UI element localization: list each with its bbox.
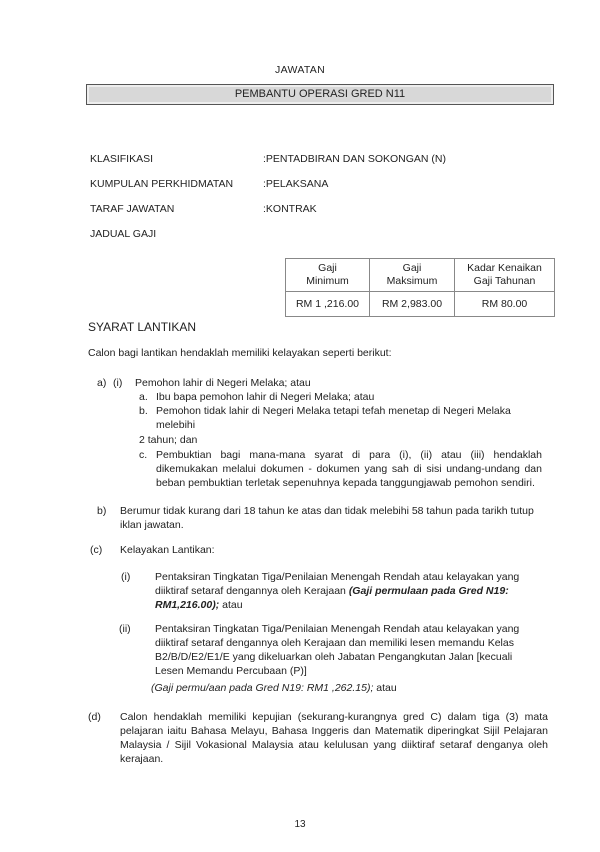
salary-header-increment: Kadar Kenaikan Gaji Tahunan — [455, 259, 555, 292]
item-a-sub-marker: (i) — [113, 377, 123, 389]
header-jawatan: JAWATAN — [275, 64, 325, 76]
syarat-heading: SYARAT LANTIKAN — [88, 320, 197, 334]
item-a-b-text-line1: Pemohon tidak lahir di Negeri Melaka tetapi tefah menetap di Negeri Melaka — [156, 405, 511, 417]
item-c-ii-text: Pentaksiran Tingkatan Tiga/Penilaian Menengah Rendah atau kelayakan yang diiktiraf setaraf dengannya oleh Kerajaan dan memiliki lesen memandu Kelas B2/B/D/E2/E1/E yang dikeluarkan oleh Jabatan Pengangkutan Jalan [kecuali Lesen Memandu Percubaan (P)] — [155, 623, 520, 677]
item-c-ii-salary: (Gaji permu/aan pada Gred N19: RM1 ,262.15); atau — [151, 682, 397, 694]
item-a-b-continuation: 2 tahun; dan — [139, 434, 198, 446]
page-number: 13 — [294, 819, 306, 830]
salary-table — [285, 258, 555, 317]
item-a-a-text: Ibu bapa pemohon lahir di Negeri Melaka; atau — [156, 391, 375, 403]
item-c-ii-marker: (ii) — [119, 623, 131, 635]
syarat-intro: Calon bagi lantikan hendaklah memiliki kelayakan seperti berikut: — [88, 347, 392, 359]
item-a-b-marker: b. — [139, 405, 148, 417]
item-a-marker: a) — [97, 377, 107, 389]
salary-header-min: Gaji Minimum — [286, 259, 370, 292]
kumpulan-value: :PELAKSANA — [263, 178, 329, 190]
item-b-text: Berumur tidak kurang dari 18 tahun ke atas dan tidak melebihi 58 tahun pada tarikh tutup iklan jawatan. — [120, 505, 534, 531]
item-c-title: Kelayakan Lantikan: — [120, 544, 215, 556]
item-a-b-text-line2: melebihi — [156, 419, 196, 431]
kumpulan-label: KUMPULAN PERKHIDMATAN — [90, 178, 234, 190]
item-a-c-marker: c. — [139, 449, 148, 461]
salary-min-value: RM 1 ,216.00 — [286, 292, 370, 317]
item-c-marker: (c) — [90, 544, 103, 556]
klasifikasi-label: KLASIFIKASI — [90, 153, 154, 165]
taraf-value: :KONTRAK — [263, 203, 317, 215]
jadual-gaji-label: JADUAL GAJI — [90, 228, 157, 240]
salary-increment-value: RM 80.00 — [455, 292, 555, 317]
item-c-i-marker: (i) — [121, 571, 131, 583]
item-c-i-text: Pentaksiran Tingkatan Tiga/Penilaian Menengah Rendah atau kelayakan yang diiktiraf setaraf dengannya oleh Kerajaan (Gaji permulaan pada Gred N19: RM1,216.00); atau — [155, 571, 520, 611]
item-a-c-text: Pembuktian bagi mana-mana syarat di para (i), (ii) atau (iii) hendaklah dikemukakan melalui dokumen - dokumen yang sah di sisi undang-undang dan beban pembuktian terletak sepenuhnya kepada tanggungjawab pemohon sendiri. — [156, 449, 542, 489]
salary-max-value: RM 2,983.00 — [370, 292, 455, 317]
item-a-text: Pemohon lahir di Negeri Melaka; atau — [135, 377, 311, 389]
klasifikasi-value: :PENTADBIRAN DAN SOKONGAN (N) — [263, 153, 446, 165]
taraf-label: TARAF JAWATAN — [90, 203, 175, 215]
item-d-text: Calon hendaklah memiliki kepujian (sekurang-kurangnya gred C) dalam tiga (3) mata pelajaran iaitu Bahasa Melayu, Bahasa Inggeris dan Matematik diperingkat Sijil Pelajaran Malaysia / Sijil Vokasional Malaysia atau kelulusan yang diiktiraf setaraf denganya oleh kerajaan. — [120, 711, 548, 765]
item-d-marker: (d) — [88, 711, 101, 723]
post-title-box: PEMBANTU OPERASI GRED N11 — [86, 84, 554, 105]
item-a-a-marker: a. — [139, 391, 148, 403]
item-b-marker: b) — [97, 505, 107, 517]
salary-header-max: Gaji Maksimum — [370, 259, 455, 292]
